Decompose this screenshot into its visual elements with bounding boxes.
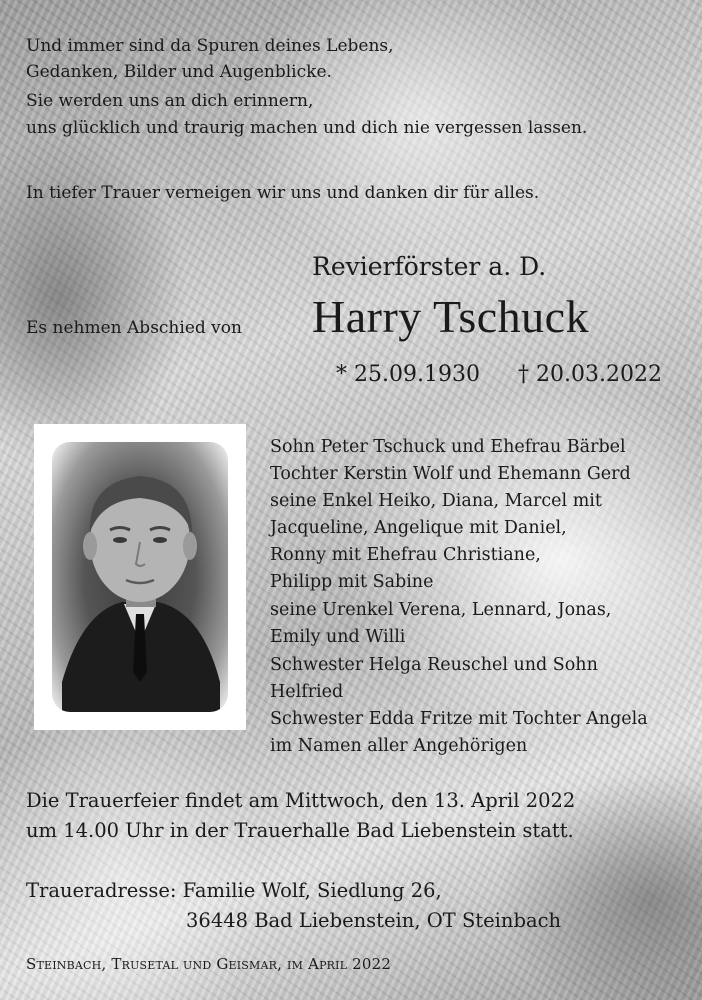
poem-line-1: Und immer sind da Spuren deines Lebens, [26,36,394,56]
relative-line-11: Schwester Edda Fritze mit Tochter Angela [270,709,648,729]
relative-line-12: im Namen aller Angehörigen [270,736,528,756]
relative-line-3: seine Enkel Heiko, Diana, Marcel mit [270,491,602,511]
ceremony-line-1: Die Trauerfeier findet am Mittwoch, den 13. April 2022 [26,789,576,812]
poem-line-2: Gedanken, Bilder und Augenblicke. [26,62,332,82]
relative-line-6: Philipp mit Sabine [270,572,434,592]
thanks-line: In tiefer Trauer verneigen wir uns und danken dir für alles. [26,183,540,203]
deceased-title: Revierförster a. D. [312,252,547,281]
portrait-frame [34,424,246,730]
poem-line-3: Sie werden uns an dich erinnern, [26,91,314,111]
address-line-2: 36448 Bad Liebenstein, OT Steinbach [186,909,562,932]
birth-date: * 25.09.1930 [336,362,480,387]
relative-line-8: Emily und Willi [270,627,406,647]
relative-line-10: Helfried [270,682,344,702]
mourning-address [26,876,561,936]
place-date-signoff: Steinbach, Trusetal und Geismar, im April 2022 [26,955,392,973]
portrait-illustration [52,442,228,712]
farewell-text: Es nehmen Abschied von [26,318,242,338]
relative-line-7: seine Urenkel Verena, Lennard, Jonas, [270,600,612,620]
portrait-photo [52,442,228,712]
ceremony-info [26,786,575,846]
poem-line-4: uns glücklich und traurig machen und dich nie vergessen lassen. [26,118,588,138]
relative-line-1: Sohn Peter Tschuck und Ehefrau Bärbel [270,437,626,457]
death-date: † 20.03.2022 [518,362,662,387]
relative-line-5: Ronny mit Ehefrau Christiane, [270,545,541,565]
ceremony-line-2: um 14.00 Uhr in der Trauerhalle Bad Liebenstein statt. [26,819,574,842]
relative-line-2: Tochter Kerstin Wolf und Ehemann Gerd [270,464,631,484]
address-line-1: Traueradresse: Familie Wolf, Siedlung 26, [26,879,442,902]
relative-line-4: Jacqueline, Angelique mit Daniel, [270,518,567,538]
deceased-name: Harry Tschuck [312,291,590,342]
relative-line-9: Schwester Helga Reuschel und Sohn [270,655,598,675]
